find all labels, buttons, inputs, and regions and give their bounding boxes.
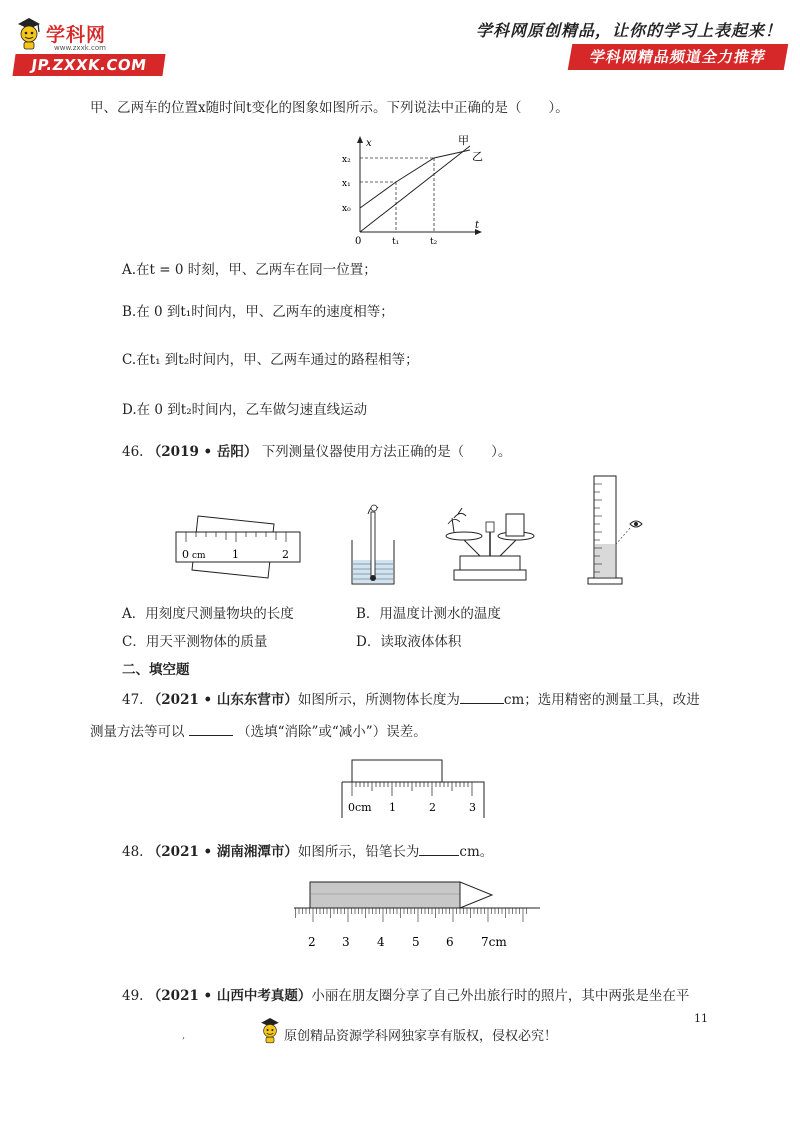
q45-option-c: C.在t₁ 到t₂时间内，甲、乙两车通过的路程相等； xyxy=(122,352,419,368)
section-title-fill-blank: 二、填空题 xyxy=(122,662,190,678)
svg-text:2: 2 xyxy=(429,801,436,814)
series-yi-label: 乙 xyxy=(472,150,483,163)
graph-tick-0: 0 xyxy=(355,236,362,247)
logo-url-badge: JP.ZXXK.COM xyxy=(12,54,165,76)
series-jia-line xyxy=(360,146,470,232)
logo-name: 学科网 xyxy=(46,23,107,46)
graph-tick-x1: x₁ xyxy=(342,179,351,189)
svg-text:cm: cm xyxy=(192,551,206,561)
svg-text:2: 2 xyxy=(308,935,316,949)
q45-option-b: B.在 0 到t₁时间内，甲、乙两车的速度相等； xyxy=(122,304,394,320)
svg-text:0cm: 0cm xyxy=(348,801,372,814)
q45-position-time-graph xyxy=(330,132,500,248)
footer-mark: , xyxy=(182,1030,186,1041)
q47-blank-length[interactable] xyxy=(460,690,504,704)
graph-x-axis-label: t xyxy=(475,220,480,231)
mascot-icon xyxy=(258,1016,282,1044)
header-banner: 学科网精品频道全力推荐 xyxy=(568,44,789,70)
header-slogan: 学科网原创精品，让你的学习上表起来！ xyxy=(475,21,782,40)
q46-image-b-thermometer xyxy=(344,500,404,590)
zxxk-logo[interactable] xyxy=(14,14,164,74)
svg-text:0: 0 xyxy=(182,548,189,561)
q46-stem: 下列测量仪器使用方法正确的是（ ）。 xyxy=(261,444,512,460)
q48-stem-line: 48. （2021 • 湖南湘潭市）如图所示，铅笔长为 cm。 xyxy=(122,844,494,860)
q48-pencil-ruler-figure xyxy=(294,876,544,956)
q46-option-a: A．用刻度尺测量物块的长度 xyxy=(122,606,294,622)
q45-option-a: A.在t = 0 时刻，甲、乙两车在同一位置； xyxy=(122,262,377,278)
q45-stem: 甲、乙两车的位置x随时间t变化的图象如图所示。下列说法中正确的是（ ）。 xyxy=(90,100,569,116)
mascot-icon xyxy=(14,16,44,50)
q49-source: （2021 • 山西中考真题） xyxy=(147,988,312,1004)
q46-option-c: C．用天平测物体的质量 xyxy=(122,634,268,650)
svg-text:6: 6 xyxy=(446,935,454,949)
q46-option-d: D．读取液体体积 xyxy=(356,634,462,650)
footer-copyright: 原创精品资源学科网独家享有版权，侵权必究！ xyxy=(284,1029,558,1044)
q46-image-d-cylinder xyxy=(584,472,644,588)
svg-text:3: 3 xyxy=(469,801,476,814)
q48-blank-length[interactable] xyxy=(419,842,459,856)
series-jia-label: 甲 xyxy=(458,134,469,147)
graph-tick-t2: t₂ xyxy=(430,237,438,247)
q46-stem-line xyxy=(122,442,511,462)
q47-stem-line2: 测量方法等可以 （选填“消除”或“减小”）误差。 xyxy=(90,724,427,740)
q46-source: （2019 • 岳阳） xyxy=(147,444,258,460)
q45-option-d: D.在 0 到t₂时间内，乙车做匀速直线运动 xyxy=(122,402,368,418)
svg-text:3: 3 xyxy=(342,935,350,949)
svg-text:1: 1 xyxy=(232,548,239,561)
svg-text:4: 4 xyxy=(377,935,385,949)
q47-number: 47. xyxy=(122,692,144,708)
q46-image-c-balance xyxy=(440,496,540,586)
graph-tick-t1: t₁ xyxy=(392,237,400,247)
svg-text:5: 5 xyxy=(412,935,420,949)
q48-number: 48. xyxy=(122,844,144,860)
q46-number: 46. xyxy=(122,444,144,460)
q47-ruler-figure xyxy=(338,756,488,822)
q47-source: （2021 • 山东东营市） xyxy=(147,692,298,708)
q46-option-b: B．用温度计测水的温度 xyxy=(356,606,501,622)
graph-tick-x0: x₀ xyxy=(342,204,351,214)
svg-text:7cm: 7cm xyxy=(481,935,507,949)
q49-number: 49. xyxy=(122,988,144,1004)
q47-blank-error[interactable] xyxy=(189,722,233,736)
page-header xyxy=(0,0,800,80)
svg-text:1: 1 xyxy=(389,801,396,814)
logo-subdomain: www.zxxk.com xyxy=(54,44,106,52)
q46-image-a-ruler-block xyxy=(170,512,310,582)
q49-stem-line: 49. （2021 • 山西中考真题）小丽在朋友圈分享了自己外出旅行时的照片，其中两张是坐在平 xyxy=(122,988,690,1004)
graph-y-axis-label: x xyxy=(366,138,372,149)
svg-text:2: 2 xyxy=(282,548,289,561)
page-number: 11 xyxy=(694,1012,708,1025)
graph-tick-x2: x₂ xyxy=(342,155,351,165)
q47-stem-line1: 47. （2021 • 山东东营市）如图所示，所测物体长度为 cm；选用精密的测量工具，改进 xyxy=(122,692,700,708)
q48-source: （2021 • 湖南湘潭市） xyxy=(147,844,298,860)
